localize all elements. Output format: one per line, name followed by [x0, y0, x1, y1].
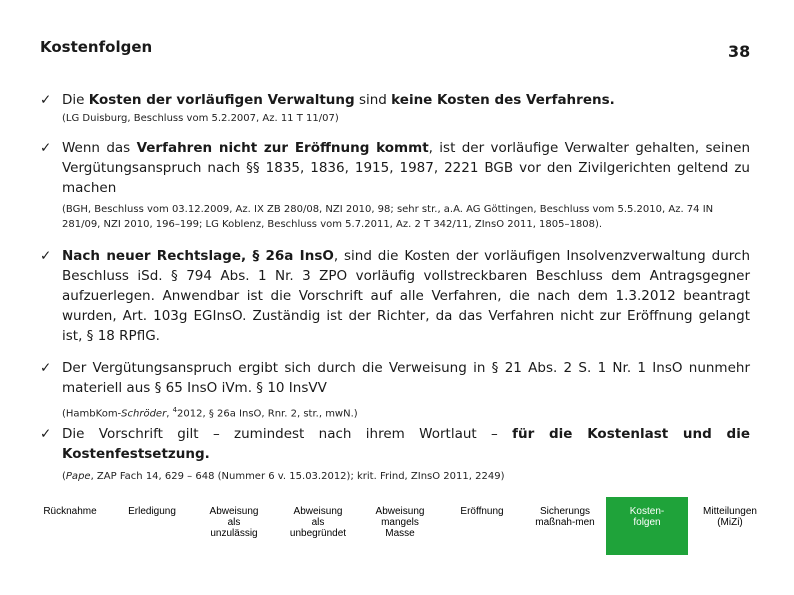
nav-item-erledigung[interactable]: Erledigung — [128, 506, 176, 517]
citation-1: (LG Duisburg, Beschluss vom 5.2.2007, Az. 11 T 11/07) — [62, 113, 339, 124]
bullet-5 — [40, 424, 750, 464]
nav-item-abweisung-unbegruendet[interactable]: Abweisung als unbegründet — [289, 506, 347, 539]
bold-text: Nach neuer Rechtslage, § 26a InsO — [62, 248, 334, 264]
text-run: , ist der vorläufige Verwalter gehalten, seinen Vergütungsanspruch nach §§ 1835, 1836, 1915, 1987, 2221 BGB vor den Zivilgerichten geltend zu machen — [62, 140, 750, 196]
bullet-text — [62, 138, 750, 198]
bullet-text — [62, 90, 750, 110]
text-run: , sind die Kosten der vorläufigen Insolvenzverwaltung durch Beschluss iSd. § 794 Abs. 1 Nr. 3 ZPO vorläufig vollstreckbaren Beschluss dem Antragsgegner aufzuerlegen. Anwendbar ist die Vorschrift auf alle Verfahren, die nach dem 1.3.2012 beantragt wurden, Art. 103g EGInsO. Zuständig ist der Richter, da das Verfahren nicht zur Eröffnung gelangt ist, § 18 RPflG. — [62, 248, 750, 344]
bold-text: Kosten der vorläufigen Verwaltung — [88, 92, 355, 108]
text-run: 2012, § 26a InsO, Rnr. 2, str., mwN.) — [177, 408, 358, 420]
check-icon: ✓ — [40, 360, 52, 376]
text-run: Wenn das — [62, 140, 137, 156]
page-number: 38 — [728, 42, 751, 61]
bold-text: keine Kosten des Verfahrens. — [391, 92, 615, 108]
nav-item-eroeffnung[interactable]: Eröffnung — [460, 506, 504, 517]
italic-text: Schröder — [121, 408, 167, 420]
bullet-3 — [40, 246, 750, 346]
page-title: Kostenfolgen — [40, 38, 153, 56]
text-run: ( — [62, 471, 66, 482]
nav-item-mitteilungen[interactable]: Mitteilungen (MiZi) — [703, 506, 757, 528]
bullet-text — [62, 246, 750, 346]
bold-text: für die Kostenlast und die Kostenfestsetzung. — [62, 426, 751, 462]
nav-item-kostenfolgen[interactable]: Kosten- folgen — [606, 497, 688, 555]
italic-text: Pape — [65, 471, 91, 482]
check-icon: ✓ — [40, 248, 52, 264]
citation-2: (BGH, Beschluss vom 03.12.2009, Az. IX ZB 280/08, NZI 2010, 98; sehr str., a.A. AG Göttingen, Beschluss vom 5.5.2010, Az. 74 IN 281/09, NZI 2010, 196–199; LG Koblenz, Beschluss vom 5.7.2011, Az. 2 T 342/11, ZInsO 2011, 1805–1808). — [62, 204, 714, 230]
bullet-2 — [40, 138, 750, 198]
nav-item-abweisung-mangels-masse[interactable]: Abweisung mangels Masse — [375, 506, 425, 539]
citation-4 — [62, 403, 752, 421]
text-run: , — [166, 408, 173, 420]
nav-item-abweisung-unzulaessig[interactable]: Abweisung als unzulässig — [209, 506, 259, 539]
bullet-1 — [40, 90, 750, 110]
check-icon: ✓ — [40, 92, 52, 108]
text-run: Die — [62, 92, 89, 108]
nav-item-sicherungsmassnahmen[interactable]: Sicherungs maßnah-men — [535, 506, 595, 528]
text-run: , ZAP Fach 14, 629 – 648 (Nummer 6 v. 15.03.2012); krit. Frind, ZInsO 2011, 2249) — [90, 471, 505, 482]
text-run: Der Vergütungsanspruch ergibt sich durch die Verweisung in § 21 Abs. 2 S. 1 Nr. 1 InsO nunmehr materiell aus § 65 InsO iVm. § 10 InsVV — [62, 360, 750, 396]
nav-item-ruecknahme[interactable]: Rücknahme — [43, 506, 97, 517]
superscript: 4 — [172, 406, 178, 414]
text-run: Die Vorschrift gilt – zumindest nach ihrem Wortlaut – — [62, 426, 513, 442]
bold-text: Verfahren nicht zur Eröffnung kommt — [136, 140, 429, 156]
check-icon: ✓ — [40, 426, 52, 442]
text-run: (HambKom- — [62, 408, 122, 420]
check-icon: ✓ — [40, 140, 52, 156]
bullet-text — [62, 358, 750, 398]
citation-5 — [62, 470, 752, 484]
text-run: sind — [354, 92, 392, 108]
bullet-4 — [40, 358, 750, 398]
bullet-text — [62, 424, 750, 464]
navigation-bar — [0, 497, 794, 555]
